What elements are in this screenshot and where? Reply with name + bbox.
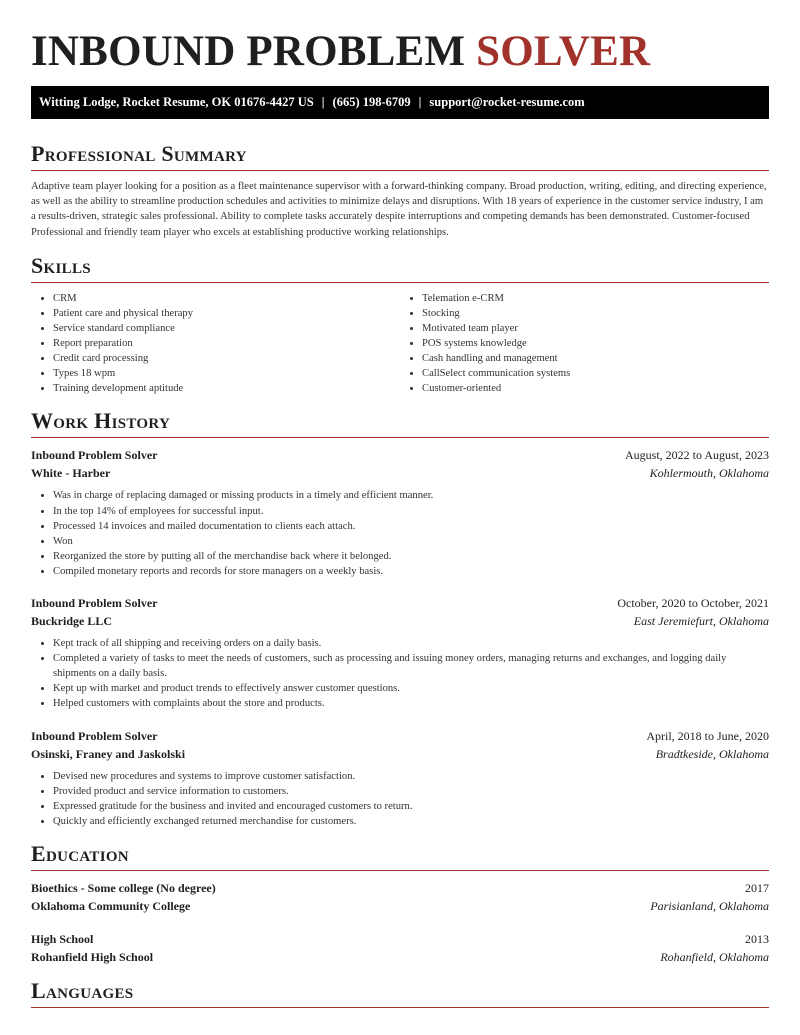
job-location: Bradtkeside, Oklahoma: [655, 746, 769, 761]
contact-phone: (665) 198-6709: [332, 95, 411, 109]
education-degree: High School: [31, 931, 94, 946]
name-accent: SOLVER: [476, 28, 651, 75]
job-bullet: • Won: [53, 534, 769, 549]
job-header-row: [31, 446, 769, 464]
job-company-row: [31, 612, 769, 630]
skill-item: • Cash handling and management: [422, 351, 769, 366]
education-entry: [31, 879, 769, 915]
job-title: Inbound Problem Solver: [31, 448, 158, 463]
education-section: [31, 841, 769, 966]
job-location: Kohlermouth, Oklahoma: [649, 466, 769, 481]
job-bullets: [31, 636, 769, 711]
section-title-skills: Skills: [31, 253, 769, 283]
job-header-row: [31, 594, 769, 612]
job-bullet: • Completed a variety of tasks to meet the needs of customers, such as processing and issuing money orders, managing returns and exchanges, and logging daily shipments on a daily basis.: [53, 651, 769, 681]
skill-item: • CallSelect communication systems: [422, 366, 769, 381]
contact-email[interactable]: support@rocket-resume.com: [429, 95, 585, 109]
skill-item: • Customer-oriented: [422, 381, 769, 396]
skill-item: • Service standard compliance: [53, 321, 400, 336]
job-bullet: • Reorganized the store by putting all of the merchandise back where it belonged.: [53, 549, 769, 564]
education-school-row: [31, 897, 769, 915]
job-company: Buckridge LLC: [31, 614, 113, 629]
contact-separator: |: [418, 95, 422, 109]
skill-item: • POS systems knowledge: [422, 336, 769, 351]
job-dates: October, 2020 to October, 2021: [617, 596, 769, 611]
skill-item: • Stocking: [422, 306, 769, 321]
job-entry: [31, 594, 769, 711]
skill-item: • Credit card processing: [53, 351, 400, 366]
job-company: White - Harber: [31, 466, 111, 481]
job-bullets: [31, 769, 769, 829]
section-title-work: Work History: [31, 408, 769, 438]
education-school: Rohanfield High School: [31, 949, 154, 964]
education-school: Oklahoma Community College: [31, 898, 191, 913]
section-title-languages: Languages: [31, 978, 769, 1008]
job-bullet: • Was in charge of replacing damaged or missing products in a timely and efficient manner.: [53, 488, 769, 503]
job-title: Inbound Problem Solver: [31, 728, 158, 743]
skill-item: • Telemation e-CRM: [422, 291, 769, 306]
skills-list-left: [31, 291, 400, 397]
resume-name: [31, 0, 769, 76]
job-title: Inbound Problem Solver: [31, 596, 158, 611]
job-bullet: • Kept track of all shipping and receiving orders on a daily basis.: [53, 636, 769, 651]
skill-item: • Motivated team player: [422, 321, 769, 336]
education-school-row: [31, 948, 769, 966]
summary-section: [31, 141, 769, 240]
education-year: 2013: [745, 931, 769, 946]
job-bullet: • Quickly and efficiently exchanged returned merchandise for customers.: [53, 814, 769, 829]
job-bullet: • Processed 14 invoices and mailed documentation to clients each attach.: [53, 519, 769, 534]
name-main: INBOUND PROBLEM: [31, 28, 466, 75]
job-dates: August, 2022 to August, 2023: [624, 448, 769, 463]
education-year: 2017: [745, 880, 769, 895]
job-bullet: • Provided product and service information to customers.: [53, 784, 769, 799]
skill-item: • Report preparation: [53, 336, 400, 351]
job-bullet: • In the top 14% of employees for successful input.: [53, 504, 769, 519]
skill-item: • Patient care and physical therapy: [53, 306, 400, 321]
contact-bar: [31, 86, 769, 119]
education-location: Rohanfield, Oklahoma: [660, 949, 769, 964]
section-title-education: Education: [31, 841, 769, 871]
skill-item: • Training development aptitude: [53, 381, 400, 396]
job-bullet: • Compiled monetary reports and records for store managers on a weekly basis.: [53, 564, 769, 579]
work-section: [31, 408, 769, 828]
skill-item: • CRM: [53, 291, 400, 306]
education-entry: [31, 930, 769, 966]
summary-text: Adaptive team player looking for a position as a fleet maintenance supervisor with a forward-thinking company. Broad production, writing, editing, and directing experience, as well as the ability to streamline production schedules and activities to minimize delays and disruptions. With 18 years of experience in the customer service industry, I am a results-driven, strategic sales professional. Ability to complete tasks accurately despite interruptions and competing demands has been demonstrated. Customer-focused Professional and friendly team player who excels at establishing productive working relationships.: [31, 181, 767, 238]
job-dates: April, 2018 to June, 2020: [646, 728, 769, 743]
job-entry: [31, 446, 769, 579]
skills-columns: [31, 291, 769, 397]
job-entry: [31, 727, 769, 829]
skills-section: [31, 253, 769, 397]
languages-section: [31, 978, 769, 1008]
education-degree: Bioethics - Some college (No degree): [31, 880, 216, 895]
job-bullet: • Expressed gratitude for the business and invited and encouraged customers to return.: [53, 799, 769, 814]
contact-separator: |: [321, 95, 325, 109]
education-header-row: [31, 930, 769, 948]
job-bullets: [31, 488, 769, 579]
skills-list-right: [400, 291, 769, 397]
job-header-row: [31, 727, 769, 745]
education-header-row: [31, 879, 769, 897]
skill-item: • Types 18 wpm: [53, 366, 400, 381]
section-title-summary: Professional Summary: [31, 141, 769, 171]
job-company: Osinski, Franey and Jaskolski: [31, 746, 186, 761]
job-bullet: • Devised new procedures and systems to improve customer satisfaction.: [53, 769, 769, 784]
education-location: Parisianland, Oklahoma: [650, 898, 769, 913]
job-location: East Jeremiefurt, Oklahoma: [633, 614, 769, 629]
contact-address: Witting Lodge, Rocket Resume, OK 01676-4427 US: [39, 95, 314, 109]
job-company-row: [31, 745, 769, 763]
job-bullet: • Helped customers with complaints about the store and products.: [53, 696, 769, 711]
job-company-row: [31, 464, 769, 482]
job-bullet: • Kept up with market and product trends to effectively answer customer questions.: [53, 681, 769, 696]
